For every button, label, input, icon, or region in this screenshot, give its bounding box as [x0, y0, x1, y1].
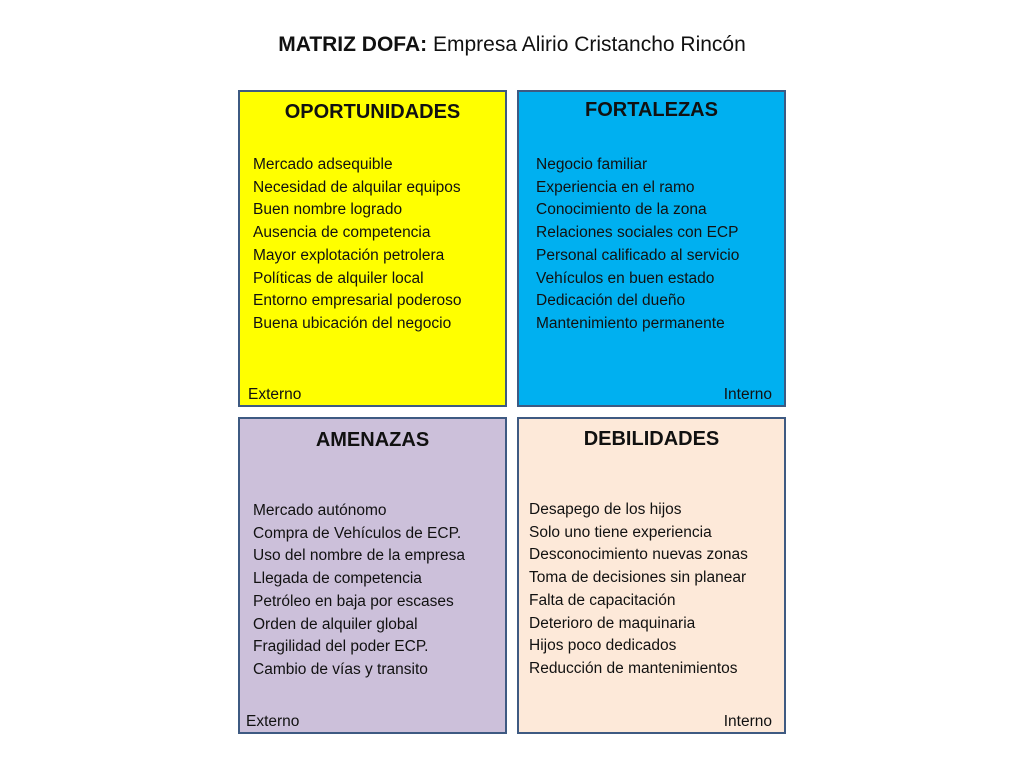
- list-item: Toma de decisiones sin planear: [529, 569, 747, 587]
- item-list: [253, 500, 465, 682]
- quadrant-footer: Interno: [723, 713, 772, 730]
- list-item: Uso del nombre de la empresa: [253, 547, 465, 565]
- list-item: Experiencia en el ramo: [536, 178, 695, 196]
- list-item: Mantenimiento permanente: [536, 314, 725, 332]
- quadrant-title: OPORTUNIDADES: [284, 101, 461, 123]
- quadrant-footer: Externo: [246, 713, 300, 730]
- list-item: Orden de alquiler global: [253, 615, 418, 633]
- company-name: Empresa Alirio Cristancho Rincón: [432, 33, 746, 56]
- list-item: Negocio familiar: [536, 156, 648, 173]
- list-item: Personal calificado al servicio: [536, 246, 740, 264]
- quadrant-title: FORTALEZAS: [585, 99, 718, 121]
- list-item: Hijos poco dedicados: [529, 637, 677, 655]
- item-list: [529, 499, 748, 681]
- list-item: Dedicación del dueño: [536, 292, 686, 310]
- title-label: MATRIZ DOFA:: [278, 33, 428, 56]
- list-item: Deterioro de maquinaria: [529, 614, 696, 632]
- list-item: Compra de Vehículos de ECP.: [253, 524, 462, 542]
- quadrant-fortalezas: [517, 90, 786, 407]
- quadrant-footer: Interno: [723, 386, 772, 403]
- list-item: Solo uno tiene experiencia: [529, 523, 712, 541]
- list-item: Relaciones sociales con ECP: [536, 224, 739, 242]
- list-item: Buen nombre logrado: [253, 201, 403, 219]
- list-item: Ausencia de competencia: [253, 224, 431, 242]
- quadrant-title: DEBILIDADES: [583, 428, 720, 450]
- page-title: [0, 30, 1024, 60]
- list-item: Fragilidad del poder ECP.: [253, 638, 429, 656]
- list-item: Vehículos en buen estado: [536, 269, 715, 287]
- list-item: Desconocimiento nuevas zonas: [529, 546, 748, 564]
- list-item: Reducción de mantenimientos: [529, 659, 738, 677]
- quadrant-oportunidades: [238, 90, 507, 407]
- list-item: Cambio de vías y transito: [253, 660, 428, 678]
- list-item: Mayor explotación petrolera: [253, 246, 445, 264]
- quadrant-title: AMENAZAS: [315, 429, 430, 451]
- quadrant-footer: Externo: [248, 386, 302, 403]
- list-item: Conocimiento de la zona: [536, 201, 707, 219]
- list-item: Entorno empresarial poderoso: [253, 292, 462, 310]
- list-item: Mercado adsequible: [253, 156, 393, 173]
- list-item: Falta de capacitación: [529, 591, 676, 609]
- item-list: [536, 154, 739, 336]
- list-item: Mercado autónomo: [253, 502, 387, 519]
- list-item: Necesidad de alquilar equipos: [253, 178, 461, 196]
- list-item: Petróleo en baja por escases: [253, 592, 454, 610]
- list-item: Buena ubicación del negocio: [253, 314, 452, 332]
- list-item: Llegada de competencia: [253, 570, 422, 588]
- list-item: Políticas de alquiler local: [253, 269, 424, 287]
- item-list: [253, 154, 462, 336]
- list-item: Desapego de los hijos: [529, 501, 682, 518]
- quadrant-amenazas: [238, 417, 507, 734]
- quadrant-debilidades: [517, 417, 786, 734]
